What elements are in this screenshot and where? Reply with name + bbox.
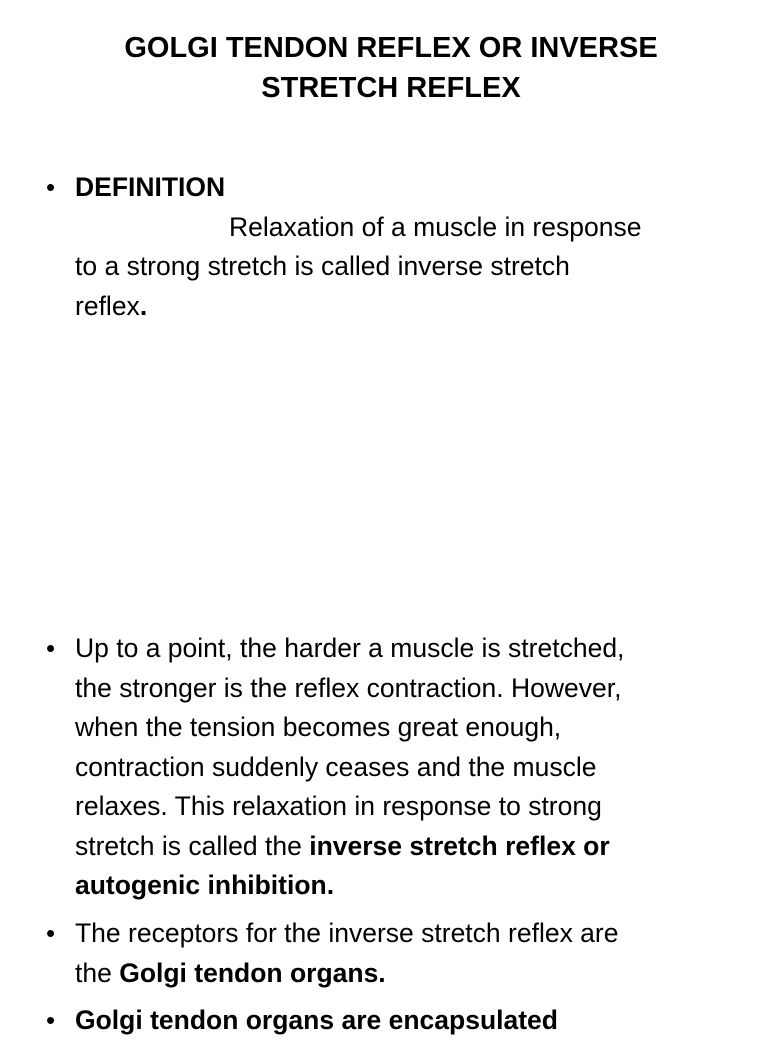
bullet2-line-6-text: stretch is called the bbox=[75, 830, 310, 861]
bullet2-line-5: relaxes. This relaxation in response to strong bbox=[75, 791, 602, 821]
bullet2-line-2: the stronger is the reflex contraction. However, bbox=[75, 672, 622, 703]
bullet2-line-6-bold: inverse stretch reflex or bbox=[309, 830, 610, 861]
definition-heading: DEFINITION bbox=[75, 172, 226, 202]
definition-line-2: to a strong stretch is called inverse stretch bbox=[75, 251, 570, 281]
bullet3-line-2 bbox=[75, 954, 715, 994]
title-line-1: GOLGI TENDON REFLEX OR INVERSE bbox=[124, 32, 658, 64]
bullet2-line-6 bbox=[75, 827, 715, 867]
stretch-explanation-text bbox=[75, 629, 715, 906]
definition-line-3 bbox=[75, 287, 715, 327]
bullet2-line-1: Up to a point, the harder a muscle is stretched, bbox=[75, 633, 625, 663]
definition-line-3-punct: . bbox=[139, 290, 148, 321]
slide-title bbox=[60, 28, 722, 108]
bullet2-line-4: contraction suddenly ceases and the muscle bbox=[75, 751, 597, 782]
bullet3-line-1: The receptors for the inverse stretch reflex are bbox=[75, 918, 619, 948]
bullet-dot-icon: • bbox=[46, 1005, 56, 1035]
bullet3-line-2-text: the bbox=[75, 957, 120, 988]
definition-text bbox=[75, 168, 715, 326]
golgi-organs-text bbox=[75, 1001, 715, 1041]
bullet-dot-icon: • bbox=[46, 633, 56, 663]
receptors-text bbox=[75, 914, 715, 993]
title-line-2: STRETCH REFLEX bbox=[261, 72, 521, 104]
bullet3-line-2-bold: Golgi tendon organs. bbox=[119, 957, 386, 988]
bullet-dot-icon: • bbox=[46, 172, 56, 202]
bullet2-line-7: autogenic inhibition. bbox=[75, 870, 335, 900]
definition-line-3-text: reflex bbox=[75, 290, 140, 321]
bullet4-line-1: Golgi tendon organs are encapsulated bbox=[75, 1005, 558, 1035]
bullet2-line-3: when the tension becomes great enough, bbox=[75, 712, 562, 742]
bullet-dot-icon: • bbox=[46, 918, 56, 948]
definition-line-1: Relaxation of a muscle in response bbox=[229, 211, 642, 242]
